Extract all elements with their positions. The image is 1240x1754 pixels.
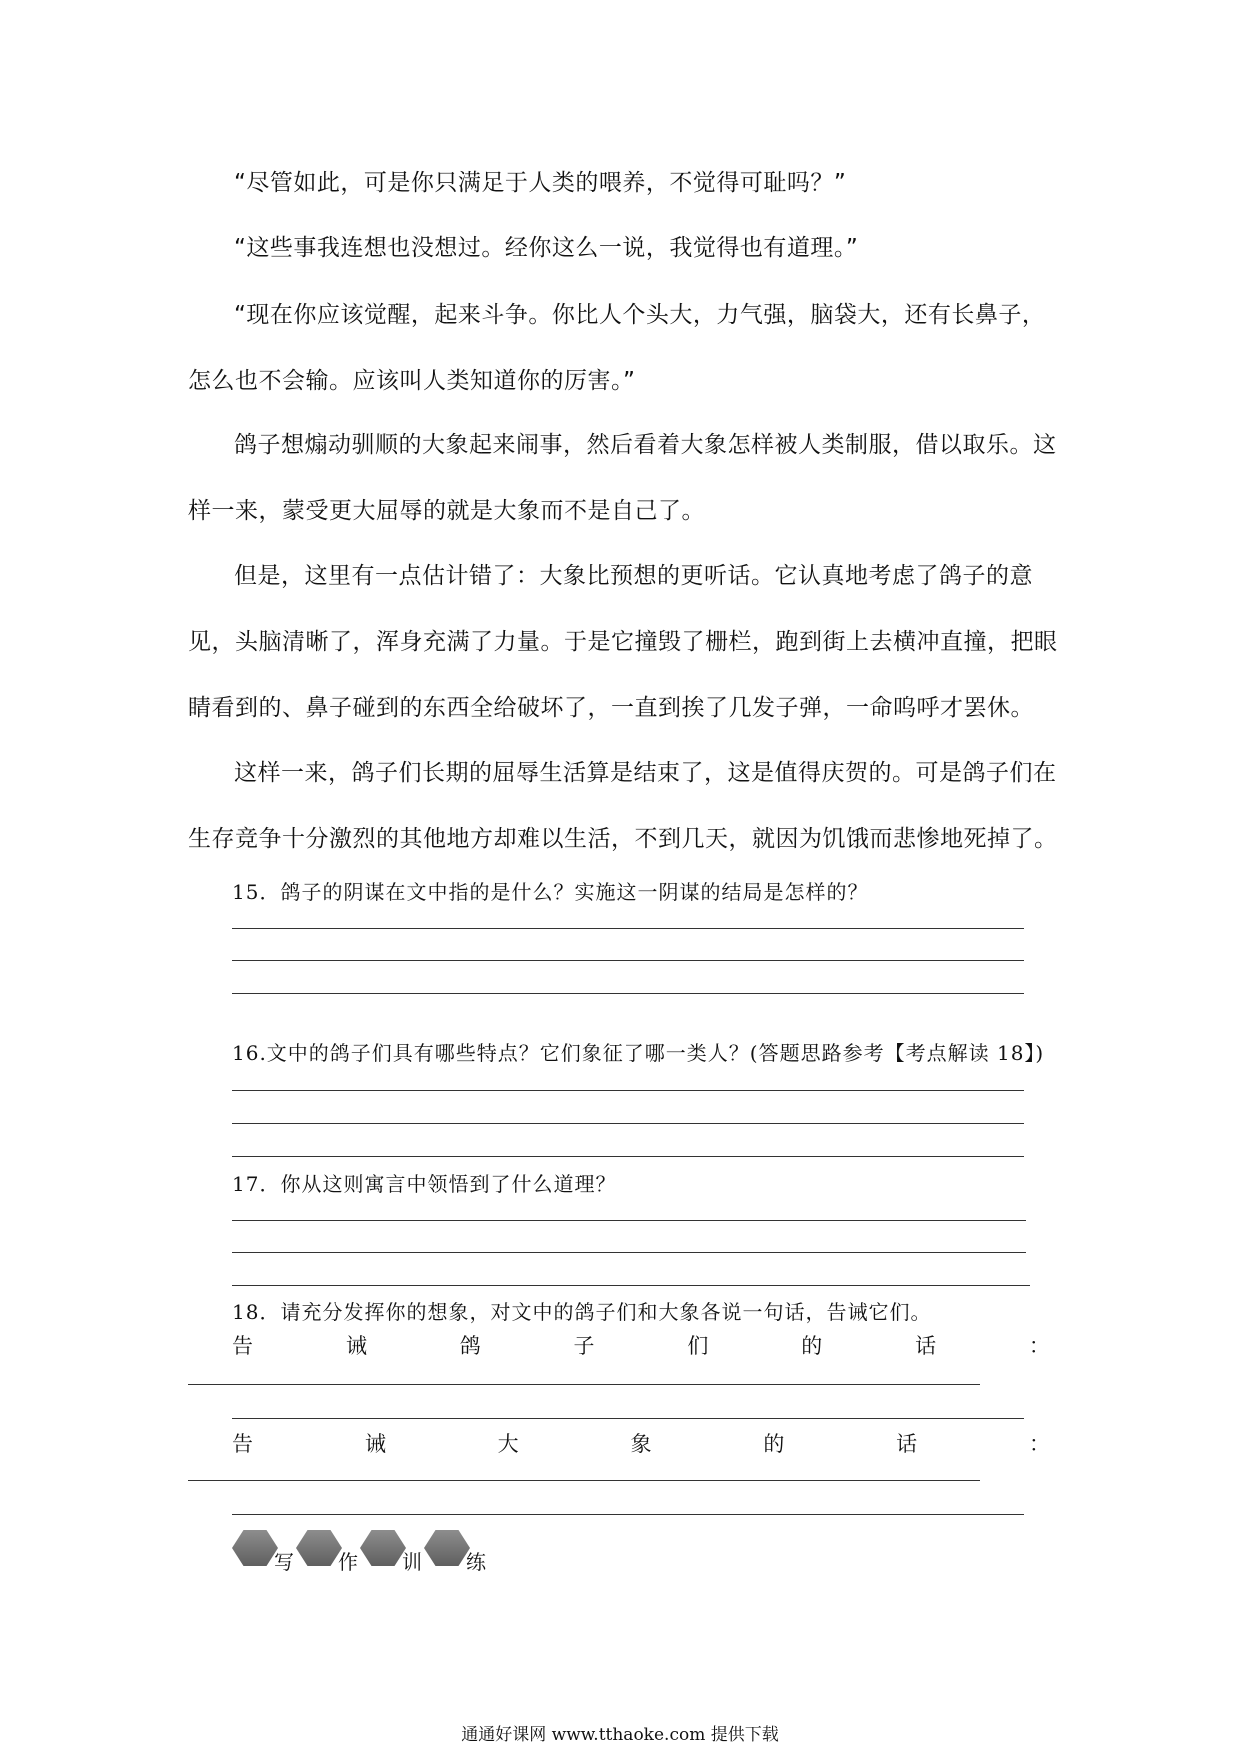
- writing-practice-banner: [232, 1532, 488, 1576]
- paragraph-4: 鸽子想煽动驯顺的大象起来闹事，然后看着大象怎样被人类制服，借以取乐。这样一来，蒙受更大屈辱的就是大象而不是自己了。: [188, 432, 1057, 524]
- label-char: ：: [1028, 1334, 1050, 1358]
- hexagon-icon: [296, 1530, 342, 1566]
- paragraph-6: 这样一来，鸽子们长期的屈辱生活算是结束了，这是值得庆贺的。可是鸽子们在生存竞争十分激烈的其他地方却难以生活，不到几天，就因为饥饿而悲惨地死掉了。: [188, 760, 1058, 852]
- answer-line[interactable]: [232, 1156, 1024, 1157]
- label-char: 话: [915, 1334, 937, 1358]
- label-char: 的: [763, 1432, 785, 1456]
- elephant-advice-label: [232, 1428, 1050, 1458]
- answer-line[interactable]: [232, 1090, 1024, 1091]
- question-15: 15．鸽子的阴谋在文中指的是什么？实施这一阴谋的结局是怎样的？: [232, 880, 869, 904]
- pigeon-advice-label: [232, 1330, 1050, 1360]
- label-char: ：: [1028, 1432, 1050, 1456]
- label-char: 的: [801, 1334, 823, 1358]
- banner-char: 作: [338, 1549, 358, 1574]
- label-char: 话: [896, 1432, 918, 1456]
- label-char: 们: [687, 1334, 709, 1358]
- hexagon-icon: [360, 1530, 406, 1566]
- answer-line[interactable]: [232, 1252, 1026, 1253]
- answer-line[interactable]: [232, 1514, 1024, 1515]
- answer-line[interactable]: [188, 1384, 980, 1385]
- label-char: 大: [497, 1432, 519, 1456]
- paragraph-5: 但是，这里有一点估计错了：大象比预想的更听话。它认真地考虑了鸽子的意见，头脑清晰了，浑身充满了力量。于是它撞毁了栅栏，跑到街上去横冲直撞，把眼睛看到的、鼻子碰到的东西全给破坏了，一直到挨了几发子弹，一命呜呼才罢休。: [188, 563, 1058, 721]
- label-char: 告: [232, 1334, 253, 1358]
- footer-source: 通通好课网 www.tthaoke.com 提供下载: [461, 1725, 779, 1745]
- label-char: 诫: [345, 1334, 367, 1358]
- label-char: 鸽: [459, 1334, 481, 1358]
- banner-char: 练: [466, 1549, 486, 1574]
- answer-line[interactable]: [232, 1418, 1024, 1419]
- answer-line[interactable]: [188, 1480, 980, 1481]
- answer-line[interactable]: [232, 1285, 1030, 1286]
- label-char: 诫: [364, 1432, 386, 1456]
- banner-char: 写: [274, 1549, 294, 1574]
- label-char: 告: [232, 1432, 253, 1456]
- answer-line[interactable]: [232, 993, 1024, 994]
- label-char: 子: [573, 1334, 595, 1358]
- hexagon-icon: [232, 1530, 278, 1566]
- answer-line[interactable]: [232, 928, 1024, 929]
- banner-char: 训: [402, 1549, 422, 1574]
- question-17: 17．你从这则寓言中领悟到了什么道理？: [232, 1172, 617, 1196]
- question-16: 16.文中的鸽子们具有哪些特点？它们象征了哪一类人？(答题思路参考【考点解读 18】): [232, 1041, 1045, 1065]
- answer-line[interactable]: [232, 1220, 1026, 1221]
- answer-line[interactable]: [232, 1123, 1024, 1124]
- hexagon-icon: [424, 1530, 470, 1566]
- paragraph-3: “现在你应该觉醒，起来斗争。你比人个头大，力气强，脑袋大，还有长鼻子，怎么也不会输。应该叫人类知道你的厉害。”: [188, 302, 1046, 394]
- answer-line[interactable]: [232, 960, 1024, 961]
- paragraph-1: “尽管如此，可是你只满足于人类的喂养，不觉得可耻吗？”: [234, 170, 847, 196]
- question-18: 18．请充分发挥你的想象，对文中的鸽子们和大象各说一句话，告诫它们。: [232, 1300, 932, 1324]
- paragraph-2: “这些事我连想也没想过。经你这么一说，我觉得也有道理。”: [234, 235, 859, 261]
- label-char: 象: [630, 1432, 652, 1456]
